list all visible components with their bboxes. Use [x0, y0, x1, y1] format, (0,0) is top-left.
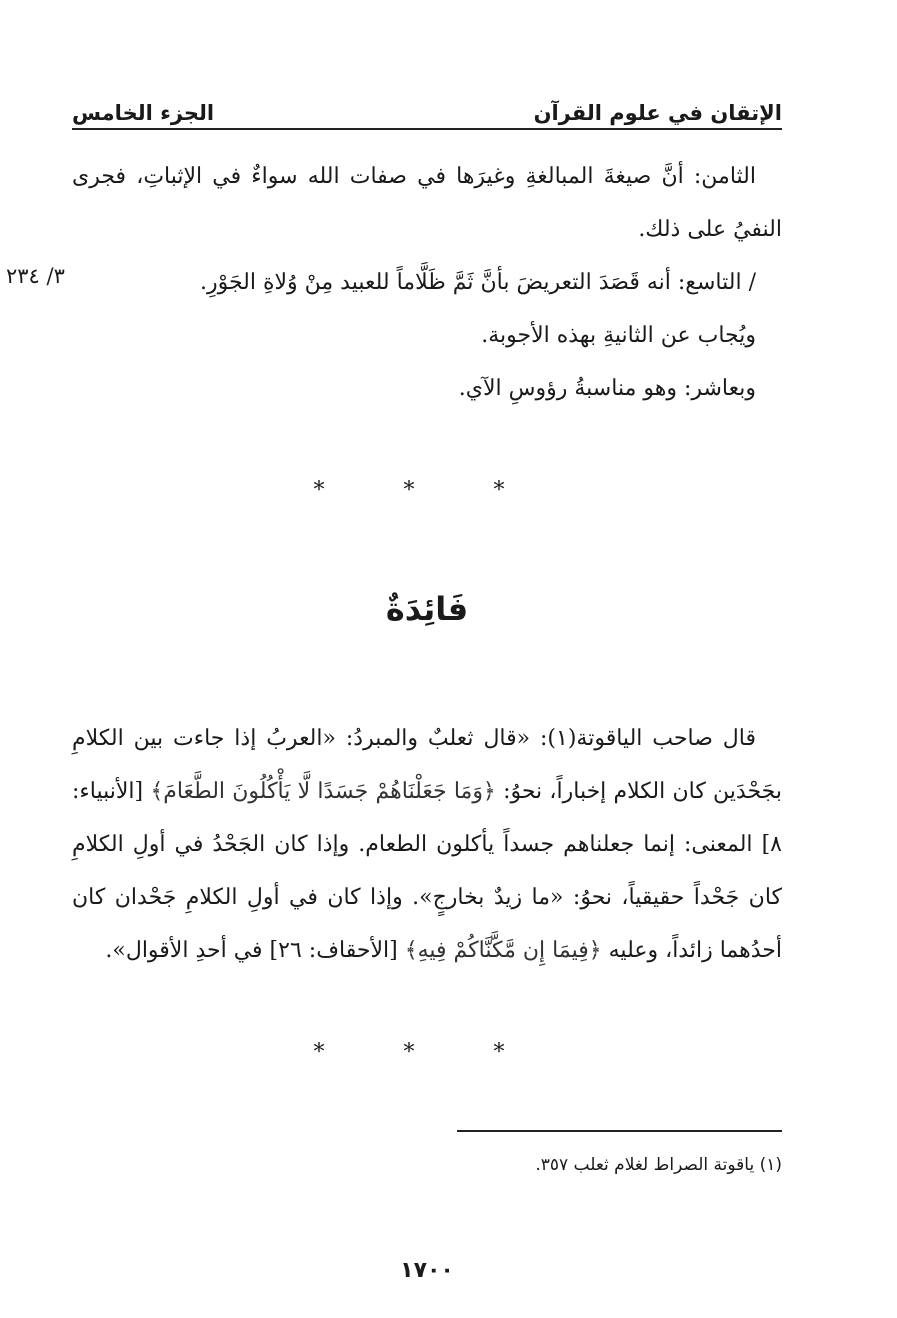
- section-one: [72, 150, 782, 415]
- footnote: (١) ياقوتة الصراط لغلام ثعلب ٣٥٧.: [535, 1155, 782, 1175]
- paragraph-yaqutah: [72, 712, 782, 977]
- separator-stars: * * *: [313, 1040, 541, 1065]
- text-segment: [الأنبياء: ٨] المعنى: إنما جعلناهم جسداً يأكلون الطعام. وإذا كان الجَحْدُ في أولِ الكلامِ كان جَحْداً حقيقياً، نحوُ: «ما زيدٌ بخارجٍ». وإذا كان في أولِ الكلامِ جَحْدان كان أحدُهما زائداً، وعليه: [72, 779, 782, 963]
- running-header: [72, 84, 782, 130]
- part-label: الجزء الخامس: [72, 101, 215, 125]
- paragraph-tenth: وبعاشر: وهو مناسبةُ رؤوسِ الآي.: [458, 376, 756, 401]
- book-title: الإتقان في علوم القرآن: [533, 101, 782, 125]
- page-number: ١٧٠٠: [400, 1258, 454, 1283]
- margin-reference: ٣/ ٢٣٤: [6, 264, 65, 288]
- text-segment: [الأحقاف: ٢٦] في أحدِ الأقوال».: [105, 938, 405, 963]
- separator-stars: * * *: [313, 478, 541, 503]
- footnote-divider: [457, 1130, 782, 1132]
- text-segment: قال صاحب الياقوتة(١): «قال ثعلبٌ والمبردُ: «العربُ إذا جاءت بين الكلامِ بجَحْدَين كان الكلام إخباراً، نحوُ:: [72, 726, 782, 804]
- section-title: فَائِدَةٌ: [385, 590, 469, 628]
- paragraph-answer: ويُجاب عن الثانيةِ بهذه الأجوبة.: [481, 323, 756, 348]
- section-two: [72, 712, 782, 977]
- paragraph-eighth: الثامن: أنَّ صيغةَ المبالغةِ وغيرَها في صفات الله سواءٌ في الإثباتِ، فجرى النفيُ على ذلك.: [72, 164, 782, 242]
- paragraph-ninth: / التاسع: أنه قَصَدَ التعريضَ بأنَّ ثَمَّ ظَلَّاماً للعبيد مِنْ وُلاةِ الجَوْرِ.: [199, 270, 756, 295]
- quran-verse: ﴿فِيمَا إِن مَّكَّنَّاكُمْ فِيهِ﴾: [404, 938, 602, 963]
- quran-verse: ﴿وَمَا جَعَلْنَاهُمْ جَسَدًا لَّا يَأْكُلُونَ الطَّعَامَ﴾: [150, 779, 496, 804]
